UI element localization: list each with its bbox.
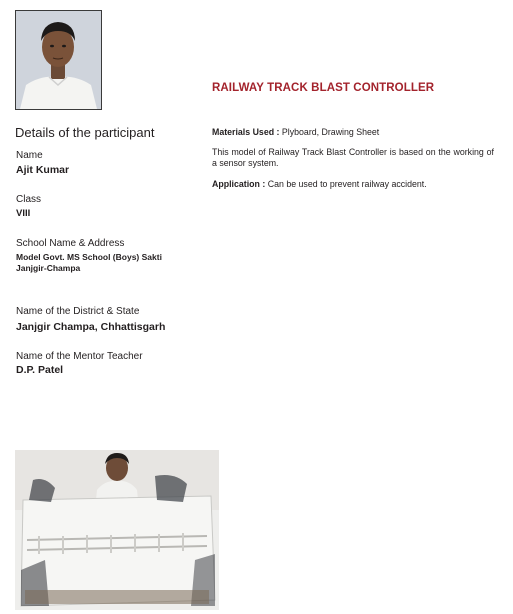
class-value: VIII [16,208,31,219]
application-line [212,179,494,189]
participant-details-heading: Details of the participant [15,125,155,140]
school-value-line-1: Model Govt. MS School (Boys) Sakti [16,252,162,262]
name-value: Ajit Kumar [16,164,70,176]
school-value [16,252,162,274]
application-value: Can be used to prevent railway accident. [267,179,427,189]
mentor-label: Name of the Mentor Teacher [16,351,143,362]
school-label: School Name & Address [16,238,125,249]
project-title: RAILWAY TRACK BLAST CONTROLLER [212,82,435,94]
name-label: Name [16,150,43,161]
materials-label: Materials Used : [212,127,280,137]
project-photo [15,450,219,610]
participant-photo [15,10,102,110]
school-value-line-2: Janjgir-Champa [16,263,81,273]
project-description: This model of Railway Track Blast Controller is based on the working of a sensor system. [212,147,494,168]
materials-value: Plyboard, Drawing Sheet [281,127,380,137]
district-value: Janjgir Champa, Chhattisgarh [16,321,166,333]
district-label: Name of the District & State [16,306,140,317]
application-label: Application : [212,179,266,189]
class-label: Class [16,194,42,205]
materials-line [212,127,494,137]
mentor-value: D.P. Patel [16,364,64,376]
